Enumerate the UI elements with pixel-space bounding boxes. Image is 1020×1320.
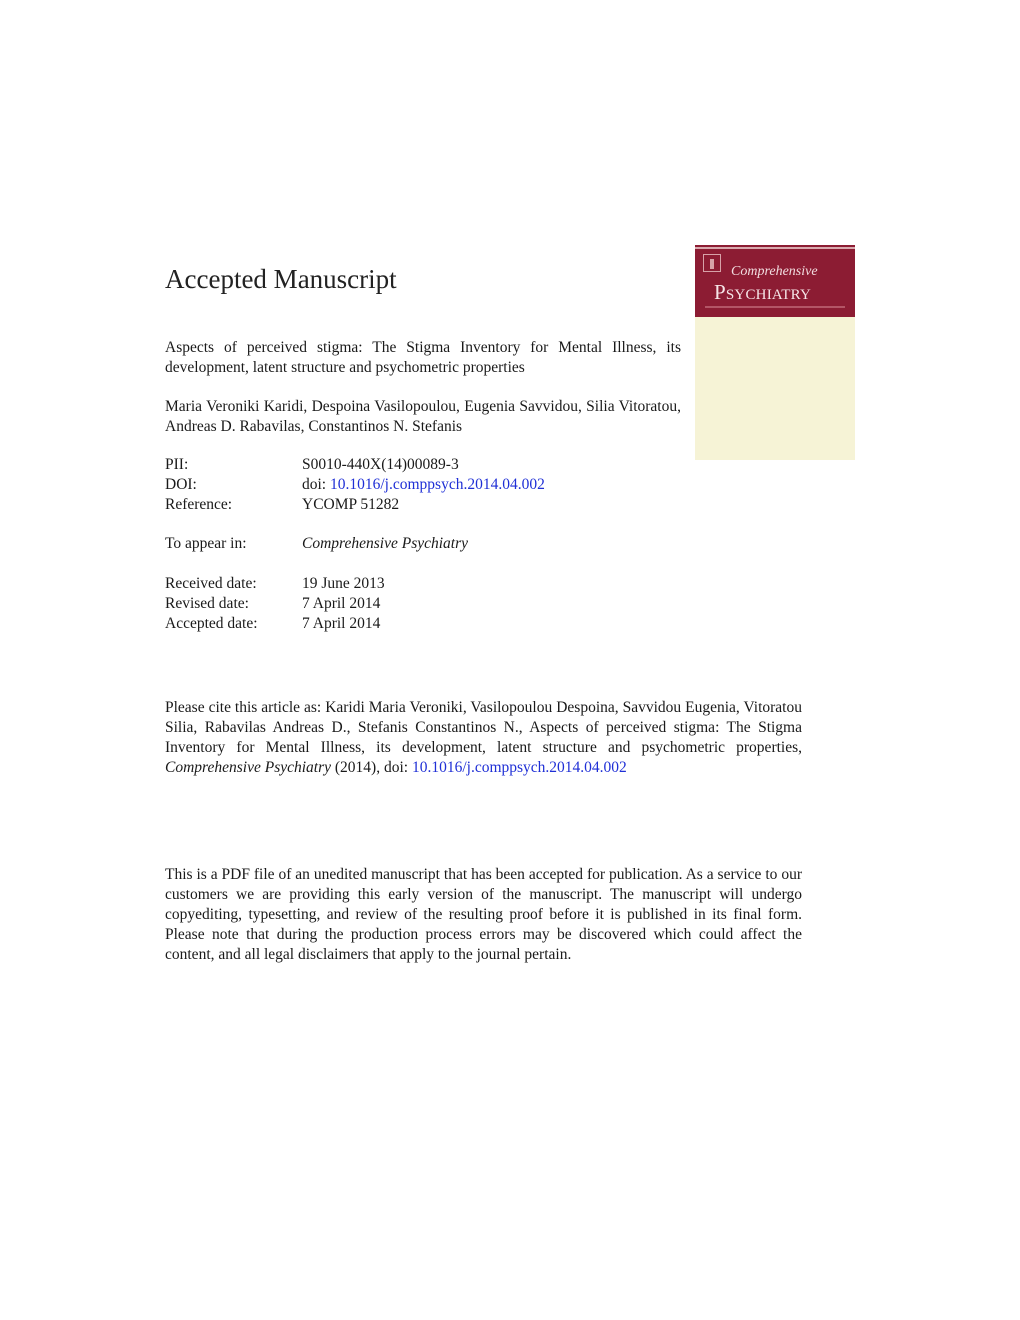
meta-received-label: Received date: — [165, 575, 257, 592]
journal-cover-line2: Psychiatry — [714, 280, 812, 304]
doi-link[interactable]: 10.1016/j.comppsych.2014.04.002 — [330, 476, 545, 493]
meta-doi-value — [302, 475, 545, 495]
author-list: Maria Veroniki Karidi, Despoina Vasilopoulou, Eugenia Savvidou, Silia Vitoratou, Andreas D. Rabavilas, Constantinos N. Stefanis — [165, 398, 681, 435]
disclaimer-paragraph: This is a PDF file of an unedited manuscript that has been accepted for publication. As a service to our customers we are providing this early version of the manuscript. The manuscript will undergo copyediting, typesetting, and review of the resulting proof before it is published in its final form. Please note that during the production process errors may be discovered which could affect the content, and all legal disclaimers that apply to the journal pertain. — [165, 866, 802, 963]
citation-journal: Comprehensive Psychiatry — [165, 759, 332, 776]
elsevier-tree-icon — [703, 254, 721, 272]
meta-reference-value: YCOMP 51282 — [302, 496, 400, 513]
citation-doi-link[interactable]: 10.1016/j.comppsych.2014.04.002 — [411, 759, 627, 776]
journal-cover-band — [695, 245, 855, 317]
meta-appear-label: To appear in: — [165, 535, 247, 552]
meta-doi-prefix: doi: — [302, 476, 327, 493]
meta-accepted-value: 7 April 2014 — [302, 615, 381, 632]
journal-cover — [695, 245, 855, 460]
meta-appear-value: Comprehensive Psychiatry — [302, 535, 469, 552]
meta-revised-value: 7 April 2014 — [302, 595, 381, 612]
journal-cover-line1: Comprehensive — [731, 264, 818, 279]
article-title: Aspects of perceived stigma: The Stigma Inventory for Mental Illness, its development, latent structure and psychometric properties — [165, 339, 681, 376]
citation-text-after: (2014), doi: — [331, 759, 412, 776]
meta-reference-label: Reference: — [165, 496, 233, 513]
citation-text: Please cite this article as: Karidi Maria Veroniki, Vasilopoulou Despoina, Savvidou Eugenia, Vitoratou Silia, Rabavilas Andreas D., Stefanis Constantinos N., Aspects of perceived stigma: The Stigma Inventory for Mental Illness, its development, latent structure and psychometric properties, — [165, 699, 802, 756]
meta-pii-value: S0010-440X(14)00089-3 — [302, 456, 459, 473]
meta-pii-label: PII: — [165, 456, 189, 473]
page-heading: Accepted Manuscript — [165, 264, 397, 294]
meta-received-value: 19 June 2013 — [302, 575, 385, 592]
meta-revised-label: Revised date: — [165, 595, 249, 612]
meta-accepted-label: Accepted date: — [165, 615, 258, 632]
citation-block — [165, 698, 802, 778]
meta-doi-label: DOI: — [165, 476, 197, 493]
